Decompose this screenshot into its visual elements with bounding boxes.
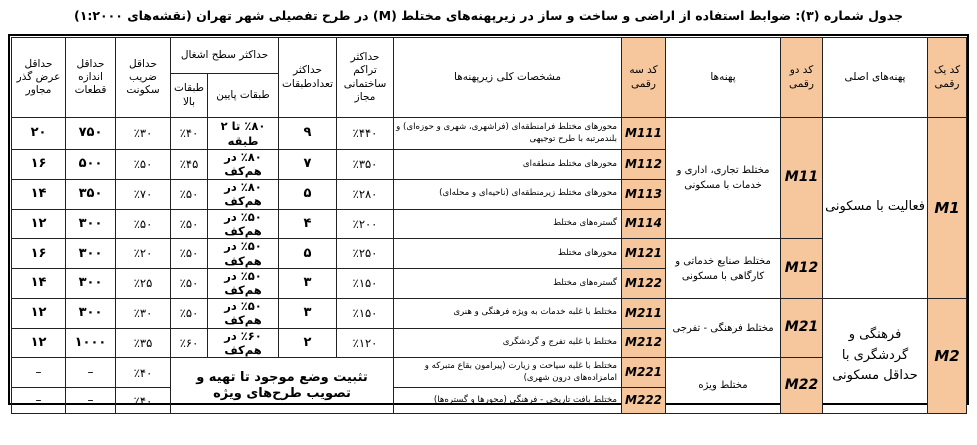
group-code: M2 <box>928 298 967 414</box>
floors-cell: ۳ <box>279 298 337 328</box>
header-resident: حداقل ضریب سکونت <box>116 38 171 118</box>
parcel-cell: ۷۵۰ <box>66 118 116 150</box>
street-cell: – <box>12 358 66 388</box>
lower-cell: ٪۸۰ تا ۲ طبقه <box>208 118 279 150</box>
upper-cell: ٪۵۰ <box>171 179 208 209</box>
upper-cell: ٪۶۰ <box>171 328 208 358</box>
subzone-desc: مختلط با غلبه خدمات به ویژه فرهنگی و هنری <box>394 298 622 328</box>
lower-cell: ٪۵۰ در هم‌کف <box>208 239 279 269</box>
street-cell: ۲۰ <box>12 118 66 150</box>
parcel-cell: ۱۰۰۰ <box>66 328 116 358</box>
parcel-cell: ۳۰۰ <box>66 269 116 299</box>
lower-cell: ٪۶۰ در هم‌کف <box>208 328 279 358</box>
street-cell: ۱۶ <box>12 239 66 269</box>
street-cell: ۱۶ <box>12 150 66 180</box>
parcel-cell: ۳۰۰ <box>66 239 116 269</box>
parcel-cell: ۳۰۰ <box>66 298 116 328</box>
density-cell: ٪۳۵۰ <box>337 150 394 180</box>
street-cell: ۱۲ <box>12 209 66 239</box>
upper-cell: ٪۵۰ <box>171 298 208 328</box>
subzone-desc: مختلط بافت تاریخی - فرهنگی (محورها و گستره‌ها) <box>394 388 622 414</box>
lower-cell: ٪۸۰ در هم‌کف <box>208 179 279 209</box>
floors-cell: ۴ <box>279 209 337 239</box>
parcel-cell: – <box>66 358 116 388</box>
subzone-desc: محورهای مختلط فرامنطقه‌ای (فراشهری، شهری و حوزه‌ای) و بلندمرتبه با طرح توجیهی <box>394 118 622 150</box>
density-cell: ٪۲۵۰ <box>337 239 394 269</box>
parcel-cell: – <box>66 388 116 414</box>
subzone-desc: محورهای مختلط <box>394 239 622 269</box>
street-cell: ۱۴ <box>12 179 66 209</box>
parcel-cell: ۵۰۰ <box>66 150 116 180</box>
subzone-code: M221 <box>622 358 666 388</box>
resident-cell: ٪۳۵ <box>116 328 171 358</box>
resident-cell: ٪۷۰ <box>116 179 171 209</box>
upper-cell: ٪۴۵ <box>171 150 208 180</box>
subzone-code: M111 <box>622 118 666 150</box>
density-cell: ٪۱۵۰ <box>337 298 394 328</box>
subzone-desc: محورهای مختلط منطقه‌ای <box>394 150 622 180</box>
lower-cell: ٪۵۰ در هم‌کف <box>208 269 279 299</box>
density-cell: ٪۲۸۰ <box>337 179 394 209</box>
street-cell: ۱۲ <box>12 328 66 358</box>
subzone-code: M222 <box>622 388 666 414</box>
group-code: M1 <box>928 118 967 299</box>
upper-cell: ٪۴۰ <box>171 118 208 150</box>
zone-code: M22 <box>781 358 823 414</box>
resident-cell: ٪۳۰ <box>116 298 171 328</box>
header-coverage: حداکثر سطح اشغال <box>171 38 279 74</box>
density-cell: ٪۴۴۰ <box>337 118 394 150</box>
resident-cell: ٪۲۰ <box>116 239 171 269</box>
subzone-desc: محورهای مختلط زیرمنطقه‌ای (ناحیه‌ای و محله‌ای) <box>394 179 622 209</box>
floors-cell: ۵ <box>279 239 337 269</box>
subzone-code: M114 <box>622 209 666 239</box>
zone-label: مختلط فرهنگی - تفرجی <box>666 298 781 358</box>
resident-cell: ٪۵۰ <box>116 209 171 239</box>
street-cell: ۱۲ <box>12 298 66 328</box>
upper-cell: ٪۵۰ <box>171 209 208 239</box>
resident-cell: ٪۳۰ <box>116 118 171 150</box>
header-zone: پهنه‌ها <box>666 38 781 118</box>
subzone-code: M121 <box>622 239 666 269</box>
group-label: فرهنگی و گردشگری با حداقل مسکونی <box>823 298 928 414</box>
subzone-desc: مختلط با غلبه سیاحت و زیارت (پیرامون بقاع متبرکه و امامزاده‌های درون شهری) <box>394 358 622 388</box>
header-row-1 <box>12 38 967 74</box>
header-floors: حداکثر تعدادطبقات <box>279 38 337 118</box>
zone-label: مختلط ویژه <box>666 358 781 414</box>
group-label: فعالیت با مسکونی <box>823 118 928 299</box>
header-density: حداکثر تراکم ساختمانی مجاز <box>337 38 394 118</box>
floors-cell: ۹ <box>279 118 337 150</box>
header-main-zone: پهنه‌های اصلی <box>823 38 928 118</box>
floors-cell: ۲ <box>279 328 337 358</box>
subzone-code: M122 <box>622 269 666 299</box>
upper-cell: ٪۵۰ <box>171 239 208 269</box>
header-code1: کد یک رقمی <box>928 38 967 118</box>
floors-cell: ۷ <box>279 150 337 180</box>
page-title: جدول شماره (۳): ضوابط استفاده از اراضی و ساخت و ساز در زیرپهنه‌های مختلط (M) در طرح تفصیلی شهر تهران (نقشه‌های ۱:۲۰۰۰) <box>74 8 903 23</box>
parcel-cell: ۳۵۰ <box>66 179 116 209</box>
zone-code: M21 <box>781 298 823 358</box>
zone-label: مختلط تجاری، اداری و خدمات با مسکونی <box>666 118 781 239</box>
street-cell: ۱۴ <box>12 269 66 299</box>
zone-label: مختلط صنایع خدماتی و کارگاهی با مسکونی <box>666 239 781 299</box>
lower-cell: ٪۸۰ در هم‌کف <box>208 150 279 180</box>
parcel-cell: ۳۰۰ <box>66 209 116 239</box>
regulations-table <box>11 37 967 414</box>
subzone-code: M113 <box>622 179 666 209</box>
upper-cell: ٪۵۰ <box>171 269 208 299</box>
resident-cell: ٪۴۰ <box>116 358 171 388</box>
zone-code: M11 <box>781 118 823 239</box>
header-parcel: حداقل اندازه قطعات <box>66 38 116 118</box>
density-cell: ٪۱۲۰ <box>337 328 394 358</box>
lower-cell: ٪۵۰ در هم‌کف <box>208 209 279 239</box>
floors-cell: ۵ <box>279 179 337 209</box>
street-cell: – <box>12 388 66 414</box>
table-row <box>12 298 967 328</box>
resident-cell: ٪۲۵ <box>116 269 171 299</box>
subzone-code: M211 <box>622 298 666 328</box>
header-upper: طبقات بالا <box>171 74 208 118</box>
subzone-desc: مختلط با غلبه تفرج و گردشگری <box>394 328 622 358</box>
subzone-desc: گستره‌های مختلط <box>394 269 622 299</box>
header-code2: کد دو رقمی <box>781 38 823 118</box>
header-code3: کد سه رقمی <box>622 38 666 118</box>
subzone-desc: گستره‌های مختلط <box>394 209 622 239</box>
subzone-code: M112 <box>622 150 666 180</box>
resident-cell: ٪۴۰ <box>116 388 171 414</box>
special-note: تثبیت وضع موجود تا تهیه و تصویب طرح‌های ویژه <box>171 358 394 414</box>
header-street: حداقل عرض گذر مجاور <box>12 38 66 118</box>
density-cell: ٪۲۰۰ <box>337 209 394 239</box>
header-desc: مشخصات کلی زیرپهنه‌ها <box>394 38 622 118</box>
density-cell: ٪۱۵۰ <box>337 269 394 299</box>
table-row <box>12 118 967 150</box>
subzone-code: M212 <box>622 328 666 358</box>
lower-cell: ٪۵۰ در هم‌کف <box>208 298 279 328</box>
resident-cell: ٪۵۰ <box>116 150 171 180</box>
floors-cell: ۳ <box>279 269 337 299</box>
zone-code: M12 <box>781 239 823 299</box>
header-lower: طبقات پایین <box>208 74 279 118</box>
